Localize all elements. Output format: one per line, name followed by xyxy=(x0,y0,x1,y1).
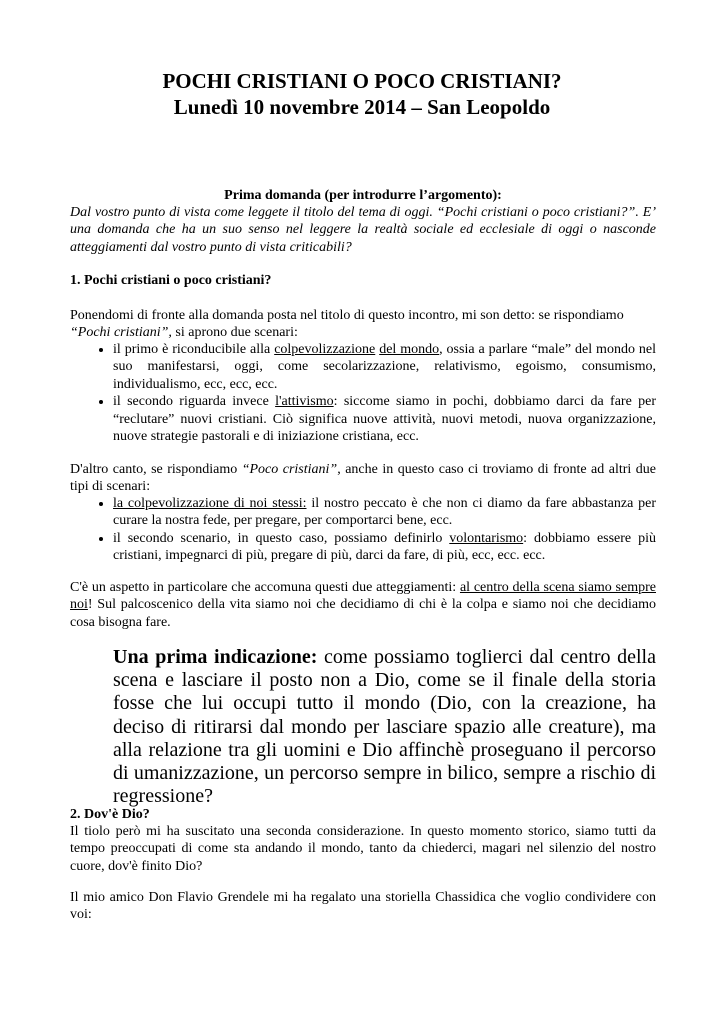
section1-para3 xyxy=(70,579,656,631)
intro-text-end: si aprono due scenari: xyxy=(171,325,298,341)
para-quote: “Poco cristiani” xyxy=(241,462,338,477)
para-text: ! Sul palcoscenico della vita siamo noi che decidiamo di chi è la colpa e siamo noi che decidiamo cosa bisogna fare. xyxy=(70,597,656,630)
indicazione-lead: Una prima indicazione: xyxy=(113,646,318,668)
indicazione-block xyxy=(113,646,656,808)
list-item-text: : siccome siamo in pochi, dobbiamo darci da fare per “reclutare” nuovi cristiani. Ciò significa nuove attività, nuovi metodi, nuova organizzazione, nuove strategie pastorali e di iniziazione cristiana, ecc. xyxy=(113,394,657,445)
intro-text: Ponendomi di fronte alla domanda posta nel titolo di questo incontro, mi son detto: se rispondiamo xyxy=(70,308,624,323)
section2-para2: Il mio amico Don Flavio Grendele mi ha regalato una storiella Chassidica che voglio condividere con voi: xyxy=(70,890,656,923)
underlined-text: volontarismo xyxy=(449,530,524,546)
document-subtitle: Lunedì 10 novembre 2014 – San Leopoldo xyxy=(173,95,551,119)
underlined-text: del mondo xyxy=(379,342,440,357)
section1-heading: 1. Pochi cristiani o poco cristiani? xyxy=(70,273,272,288)
prima-domanda-heading: Prima domanda (per introdurre l’argomento): xyxy=(224,188,502,203)
underlined-text: colpevolizzazione xyxy=(274,342,376,357)
scenario-list-1 xyxy=(70,341,656,445)
scenario-list-2 xyxy=(70,495,656,565)
list-item-text: , ossia a parlare “male” del mondo nel suo manifestarsi, oggi, come secolarizzazione, relativismo, egoismo, consumismo, individualismo, ecc, ecc, ecc. xyxy=(113,342,656,392)
para-text: , anche in questo caso ci troviamo di fronte ad altri due tipi di scenari: xyxy=(70,462,656,495)
para-text: C'è un aspetto in particolare che accomuna questi due atteggiamenti: xyxy=(70,580,460,595)
list-item-text: il secondo scenario, in questo caso, possiamo definirlo xyxy=(113,530,450,546)
list-item xyxy=(113,341,656,393)
intro-quote: “Pochi cristiani”, xyxy=(70,325,172,341)
section2-heading: 2. Dov'è Dio? xyxy=(70,807,150,822)
underlined-text: l'attivismo xyxy=(275,394,334,410)
section1-para2 xyxy=(70,461,656,496)
underlined-text: al centro della scena siamo sempre noi xyxy=(70,580,656,613)
list-item-text: : dobbiamo essere più cristiani, impegnarci di più, pregare di più, darci da fare, di più, ecc, ecc. ecc. xyxy=(113,530,656,564)
indicazione-text: come possiamo toglierci dal centro della scena e lasciare il posto non a Dio, come se il finale della storia fosse che lui occupi tutto il mondo (Dio, con la creazione, ha deciso di ritirarsi dal mondo per lasciare spazio alle creature), ma alla relazione tra gli uomini e Dio affinchè proseguano il percorso di umanizzazione, un percorso sempre in bilico, sempre a rischio di regressione? xyxy=(113,646,656,808)
list-item xyxy=(113,495,656,530)
para-text: D'altro canto, se rispondiamo xyxy=(70,462,242,477)
prima-domanda-text: Dal vostro punto di vista come leggete il titolo del tema di oggi. “Pochi cristiani o poco cristiani?”. E’ una domanda che ha un suo senso nel leggere la realtà sociale ed ecclesiale di oggi o nasconde atteggiamenti dal vostro punto di vista criticabili? xyxy=(70,205,656,255)
list-item-text: il primo è riconducibile alla xyxy=(113,342,275,357)
list-item-text: il nostro peccato è che non ci diamo da fare abbastanza per curare la nostra fede, per pregare, per comportarci bene, ecc. xyxy=(113,496,656,529)
section2-para1: Il tiolo però mi ha suscitato una seconda considerazione. In questo momento storico, siamo tutti da tempo preoccupati di come sta andando il mondo, tanto da chiederci, magari nel silenzio del nostro cuore, dov'è finito Dio? xyxy=(70,824,656,874)
list-item-text: il secondo riguarda invece xyxy=(113,394,276,410)
document-title: POCHI CRISTIANI O POCO CRISTIANI? xyxy=(162,69,562,93)
list-item xyxy=(113,393,656,445)
section1-intro xyxy=(70,307,656,342)
underlined-text: la colpevolizzazione di noi stessi: xyxy=(113,496,307,511)
list-item xyxy=(113,530,656,565)
